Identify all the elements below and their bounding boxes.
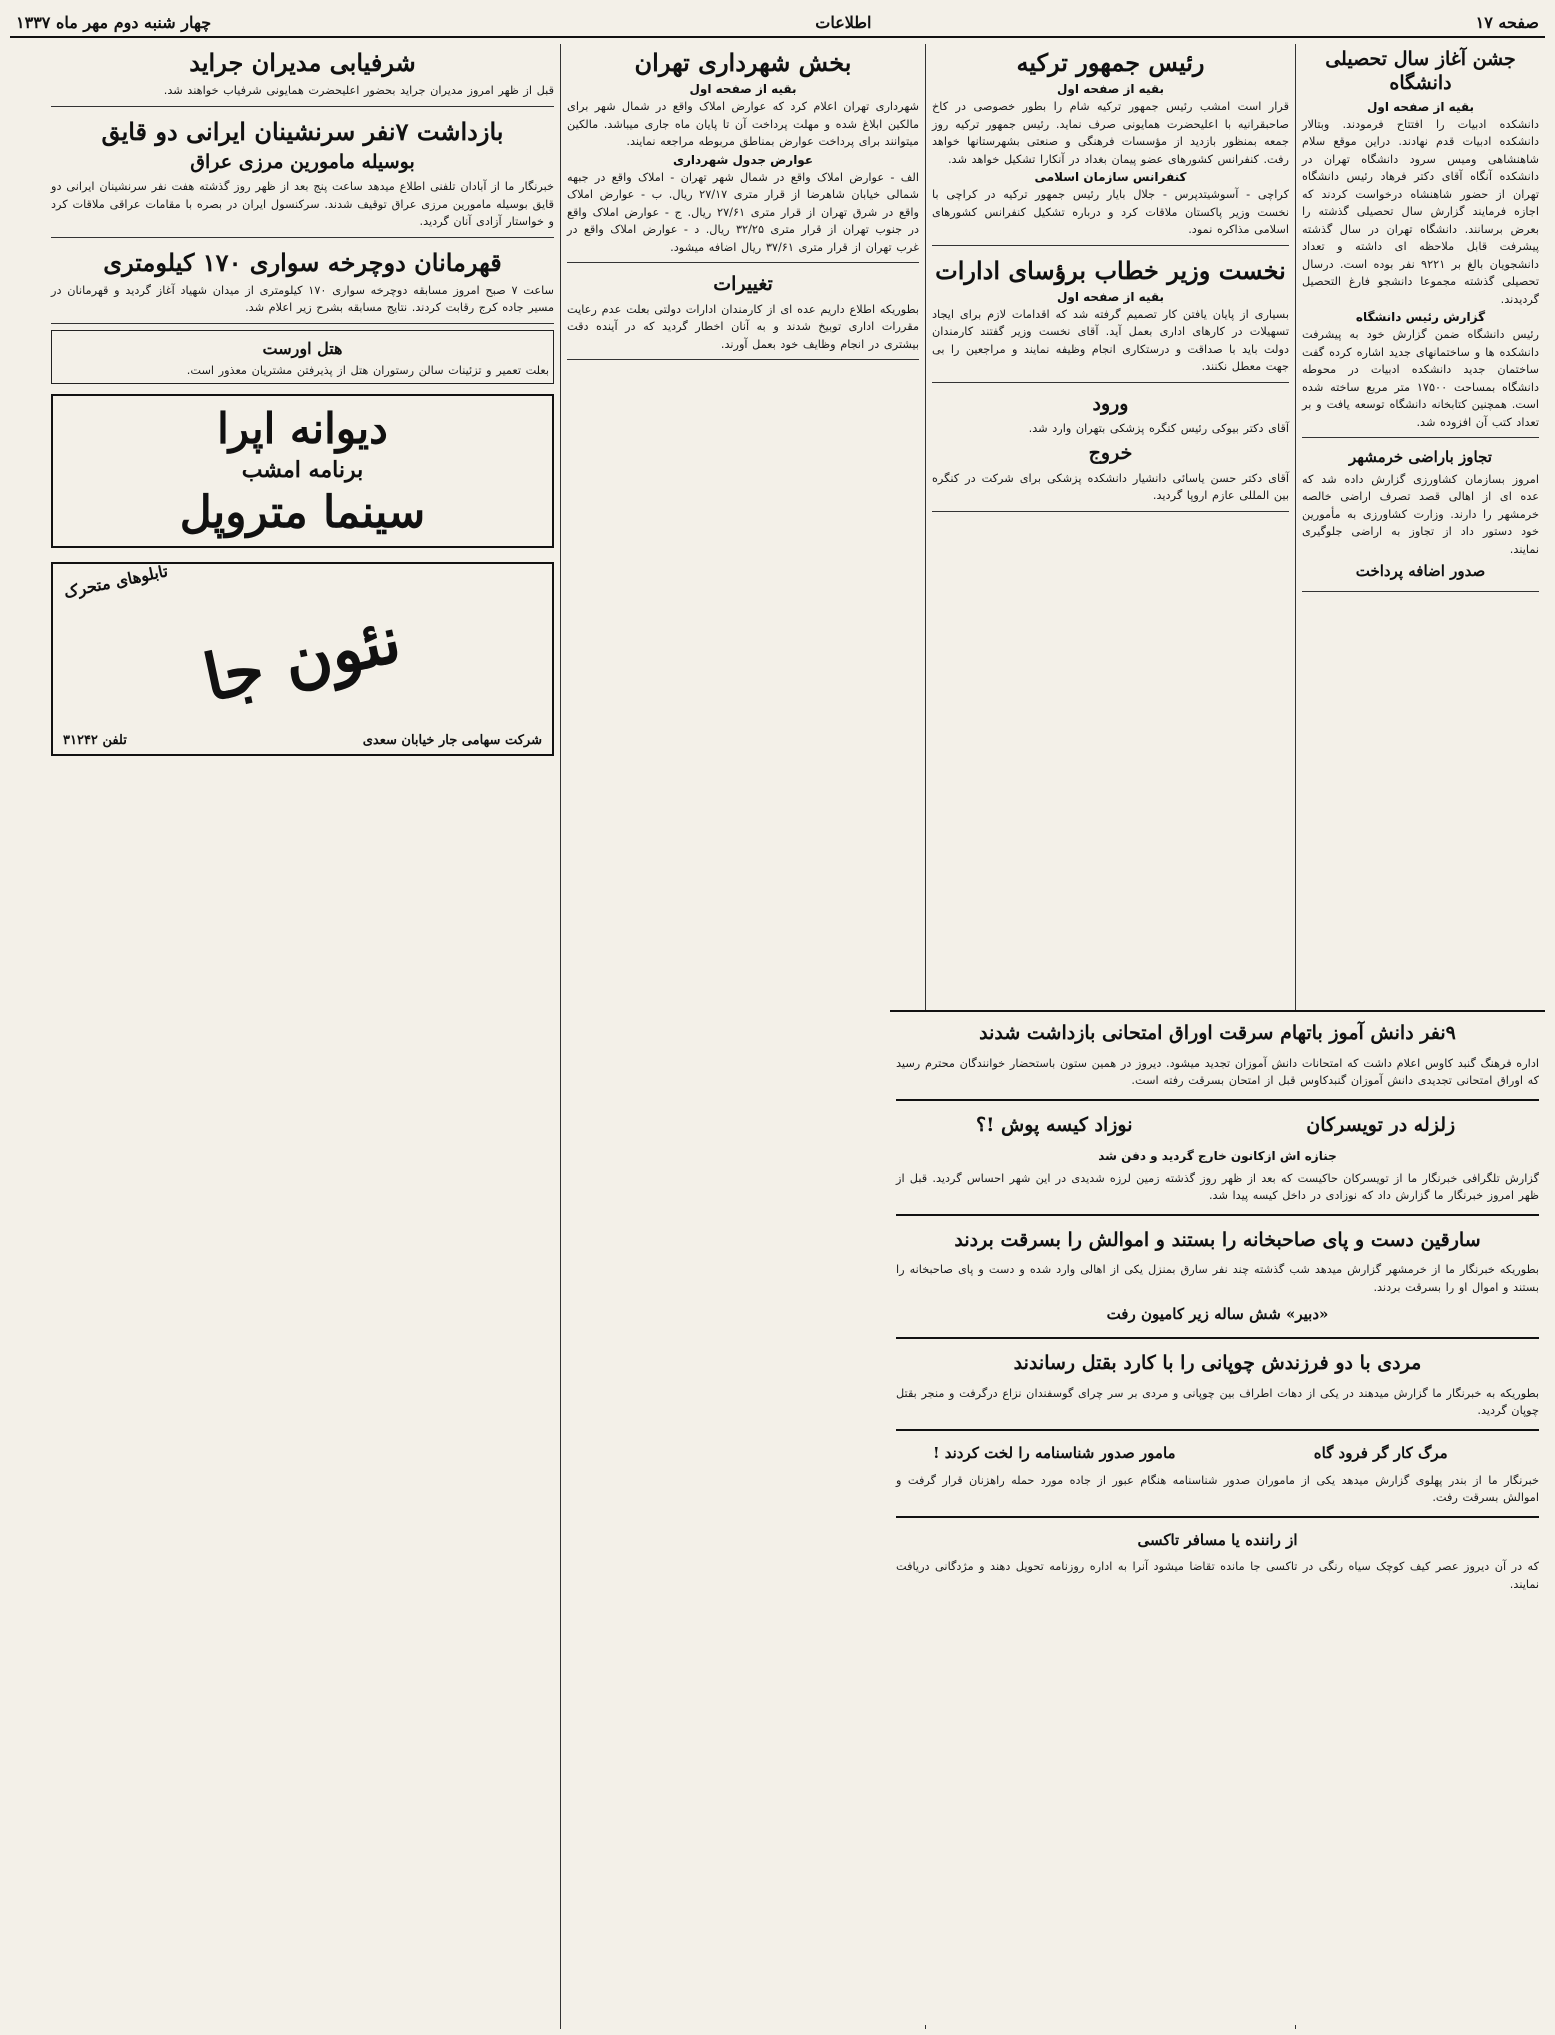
divider xyxy=(896,1429,1539,1431)
subheading: جنازه اش ازکانون خارج گردید و دفن شد xyxy=(1098,1148,1337,1163)
body-text: قرار است امشب رئیس جمهور ترکیه شام را بطور خصوصی در کاخ صاحبقرانیه با اعلیحضرت همایونی صرف نماید. رئیس جمهور ترکیه روز جمعه بمنظور بازدید از مؤسسات فرهنگی و صنعتی بشهرستانها خواهد رفت. کنفرانس کشورهای عضو پیمان بغداد در آنکارا تشکیل خواهد شد. xyxy=(932,100,1289,166)
neon-ad xyxy=(51,562,554,756)
headline: سارقین دست و پای صاحبخانه را بستند و اموالش را بسرقت بردند xyxy=(954,1228,1481,1251)
headline: مامور صدور شناسنامه را لخت کردند ! xyxy=(932,1443,1176,1462)
body-text: دانشکده ادبیات را افتتاح فرمودند. وبتالار دانشکده ادبیات قدم نهادند. دراین موقع سلام شاهنشاهی ومیس سرود دانشگاه تهران در دانشکده آنگاه آقای دکتر فرهاد رئیس دانشگاه تهران از حضور شاهنشاه درخواست کردند که اجازه فرمایند گزارش سال تحصیلی گذشته را بعرض برسانند. دانشگاه تهران در سال گذشته پیشرفت قابل ملاحظه ای داشته و تعداد دانشجویان بالغ بر ۹۲۲۱ نفر بوده است. درسال تحصیلی گذشته مجموعا دانشجو فارغ التحصیل گردیدند. xyxy=(1302,117,1539,306)
headline: نوزاد کیسه پوش !؟ xyxy=(976,1113,1133,1136)
subheading: بقیه از صفحه اول xyxy=(1366,99,1474,114)
page-number: صفحه ۱۷ xyxy=(1475,12,1539,32)
ad-title: دیوانه اپرا xyxy=(217,404,388,454)
divider xyxy=(896,1337,1539,1339)
divider xyxy=(896,1214,1539,1216)
body-text: بطوریکه خبرنگار ما از خرمشهر گزارش میدهد شب گذشته چند نفر سارق بمنزل یکی از اهالی وارد شده و دست و پای صاحبخانه را بستند و اموال او را بسرقت بردند. xyxy=(896,1263,1539,1294)
body-text: الف - عوارض املاک واقع در شمال شهر تهران - املاک واقع در جبهه شمالی خیابان شاهرضا از قرار متری ۲۷/۱۷ ریال. ب - عوارض املاک واقع در شرق تهران از قرار متری ۲۷/۶۱ ریال. ج - عوارض املاک واقع در جنوب تهران از قرار متری ۳۲/۲۵ ریال. د - عوارض املاک واقع در غرب تهران از قرار متری ۳۷/۶۱ ریال اضافه میشود. xyxy=(567,170,919,254)
subheading: کنفرانس سازمان اسلامی xyxy=(1034,170,1187,184)
body-text: امروز بسازمان کشاورزی گزارش داده شد که عده ای از اهالی قصد تصرف اراضی خالصه خرمشهر را دارند. وزارت کشاورزی به مأمورین خود دستور داد از تجاوز به اراضی جلوگیری نمایند. xyxy=(1302,472,1539,556)
body-text: اداره فرهنگ گنبد کاوس اعلام داشت که امتحانات دانش آموزان تجدید میشود. دیروز در همین ستون باستحضار خوانندگان محترم رسید که اوراق امتحانی تجدیدی دانش آموزان گنبدکاوس قبل از امتحان بسرقت رفته است. xyxy=(896,1056,1539,1088)
headline: نخست وزیر خطاب برؤسای ادارات xyxy=(935,255,1286,285)
headline: «دبیر» شش ساله زیر کامیون رفت xyxy=(1106,1305,1329,1324)
twin-headlines xyxy=(896,1440,1539,1467)
body-text: ساعت ۷ صبح امروز مسابقه دوچرخه سواری ۱۷۰ کیلومتری از میدان شهیاد آغاز گردید و قهرمانان در مسیر جاده کرج رقابت کردند. نتایج مسابقه بشرح زیر اعلام شد. xyxy=(51,283,555,315)
box-body: بعلت تعمیر و تزئینات سالن رستوران هتل از پذیرفتن مشتریان معذور است. xyxy=(186,363,549,377)
box-title: هتل اورست xyxy=(262,338,343,358)
article-prime-minister xyxy=(932,252,1289,383)
headline: تغییرات xyxy=(713,273,773,295)
ad-cinema: سینما متروپل xyxy=(179,487,426,539)
body-text: بسیاری از پایان یافتن کار تصمیم گرفته شد که اقدامات لازم برای ایجاد تسهیلات در کارهای اداری بعمل آید. آقای نخست وزیر گفتند کارمندان دولت باید با صداقت و درستکاری انجام وظیفه نمایند و مراجعین را بی جهت معطل نکنند. xyxy=(932,307,1289,373)
headline: مردی با دو فرزندش چوپانی را با کارد بقتل رساندند xyxy=(1013,1352,1422,1374)
headline: ۹نفر دانش آموز باتهام سرقت اوراق امتحانی بازداشت شدند xyxy=(979,1022,1456,1044)
headline: خروج xyxy=(1088,441,1133,464)
body-text: بطوریکه به خبرنگار ما گزارش میدهند در یکی از دهات اطراف بین چوپانی و مردی بر سر چرای گوسفندان نزاع درگرفت و منجر بقتل چوپان گردید. xyxy=(896,1386,1539,1418)
article-arrivals xyxy=(932,389,1289,512)
article-university xyxy=(1302,44,1539,438)
column-3 xyxy=(560,44,925,2029)
body-text: بطوریکه اطلاع داریم عده ای از کارمندان ادارات دولتی بعلت عدم رعایت مقررات اداری توبیخ شدند و به آنان اخطار گردید که در آینده دقت بیشتری در انجام وظایف خود بعمل آورند. xyxy=(567,302,919,351)
lower-news-block xyxy=(890,1010,1545,2025)
body-text: که در آن دیروز عصر کیف کوچک سیاه رنگی در تاکسی جا مانده تقاضا میشود آنرا به اداره روزنامه تحویل دهند و مژدگانی دریافت نمایند. xyxy=(896,1560,1539,1591)
body-text: رئیس دانشگاه ضمن گزارش خود به پیشرفت دانشکده ها و ساختمانهای جدید اشاره کرده گفت ساختمان جدید دانشکده ادبیات در محوطه دانشگاه بمساحت ۱۷۵۰۰ متر مربع ساخته شده است. همچنین کتابخانه دانشگاه توسعه یافت و بر تعداد کتب آن افزوده شد. xyxy=(1302,328,1539,429)
body-text: خبرنگار ما از بندر پهلوی گزارش میدهد یکی از ماموران صدور شناسنامه هنگام عبور از جاده مورد حمله راهزنان قرار گرفت و اموالش بسرقت رفت. xyxy=(896,1473,1539,1504)
article-press-audience xyxy=(51,44,554,107)
headline: بازداشت ۷نفر سرنشینان ایرانی دو قایق xyxy=(101,116,504,146)
headline: بوسیله مامورین مرزی عراق xyxy=(190,150,415,173)
subheading: بقیه از صفحه اول xyxy=(1056,82,1164,96)
issue-date: چهار شنبه دوم مهر ماه ۱۳۳۷ xyxy=(16,12,212,32)
article-turkey-president xyxy=(932,44,1289,246)
article-khorramshahr xyxy=(1302,444,1539,592)
headline: مرگ کار گر فرود گاه xyxy=(1313,1443,1448,1462)
article-changes xyxy=(567,269,919,360)
headline: بخش شهرداری تهران xyxy=(634,48,852,77)
divider xyxy=(896,1099,1539,1101)
headline: قهرمانان دوچرخه سواری ۱۷۰ کیلومتری xyxy=(103,247,502,277)
ad-tagline: تابلوهای متحرک xyxy=(62,561,170,603)
subheading: گزارش رئیس دانشگاه xyxy=(1355,310,1486,324)
column-4 xyxy=(45,44,560,2029)
paper-title: اطلاعات xyxy=(815,12,872,32)
body-text: آقای دکتر بیوکی رئیس کنگره پزشکی بتهران وارد شد. xyxy=(1028,422,1289,436)
article-iraq-arrest xyxy=(51,113,554,238)
ad-brand: نئون جا xyxy=(197,601,408,717)
body-text: گزارش تلگرافی خبرنگار ما از تویسرکان حاکیست که بعد از ظهر روز گذشته زمین لرزه شدیدی در این شهر احساس گردید. قبل از ظهر امروز خبرنگار ما گزارش داد که نوزادی در داخل کیسه پیدا شد. xyxy=(896,1171,1539,1202)
headline: جشن آغاز سال تحصیلی دانشگاه xyxy=(1325,48,1516,94)
ad-line: برنامه امشب xyxy=(241,457,364,484)
headline: صدور اضافه پرداخت xyxy=(1355,562,1486,581)
ad-phone: تلفن ۳۱۲۴۲ xyxy=(63,733,127,749)
headline: رئیس جمهور ترکیه xyxy=(1016,48,1205,77)
body-text: کراچی - آسوشیتدپرس - جلال بایار رئیس جمهور ترکیه در کراچی با نخست وزیر پاکستان ملاقات کرد و درباره تشکیل کنفرانس کشورهای اسلامی مذاکره نمود. xyxy=(932,188,1289,236)
headline: تجاوز باراضی خرمشهر xyxy=(1349,448,1492,466)
subheading: عوارض جدول شهرداری xyxy=(672,152,814,167)
subheading: بقیه از صفحه اول xyxy=(689,82,797,96)
headline: از راننده یا مسافر تاکسی xyxy=(1137,1530,1298,1549)
article-municipality xyxy=(567,44,919,263)
headline: شرفیابی مدیران جراید xyxy=(189,48,416,77)
cinema-ad xyxy=(51,394,554,548)
masthead xyxy=(10,8,1545,38)
ad-address: شرکت سهامی جار خیابان سعدی xyxy=(362,733,542,749)
body-text: آقای دکتر حسن یاسائی دانشیار دانشکده پزشکی برای شرکت در کنگره بین المللی عازم اروپا گردید. xyxy=(932,471,1289,502)
body-text: خبرنگار ما از آبادان تلفنی اطلاع میدهد ساعت پنج بعد از ظهر روز گذشته هفت نفر سرنشینان ایرانی دو قایق بوسیله مامورین مرزی عراق توقیف شدند. سرکنسول ایران در بصره با مقامات عراقی ملاقات کرد و خواستار آزادی آنان گردید. xyxy=(51,180,554,229)
twin-headlines xyxy=(896,1110,1539,1142)
body-text: قبل از ظهر امروز مدیران جراید بحضور اعلیحضرت همایونی شرفیاب خواهند شد. xyxy=(163,84,554,97)
subheading: بقیه از صفحه اول xyxy=(1056,289,1164,304)
headline: زلزله در تویسرکان xyxy=(1306,1113,1456,1136)
body-text: شهرداری تهران اعلام کرد که عوارض املاک واقع در شمال شهر برای مالکین ابلاغ شده و مهلت پرداخت آن تا پایان ماه جاری میباشد. مالکین میتوانند برای پرداخت عوارض بمناطق مربوطه مراجعه نمایند. xyxy=(567,100,919,148)
headline: ورود xyxy=(1092,392,1129,415)
divider xyxy=(896,1516,1539,1518)
article-cycling xyxy=(51,244,554,324)
hotel-notice xyxy=(51,330,554,385)
